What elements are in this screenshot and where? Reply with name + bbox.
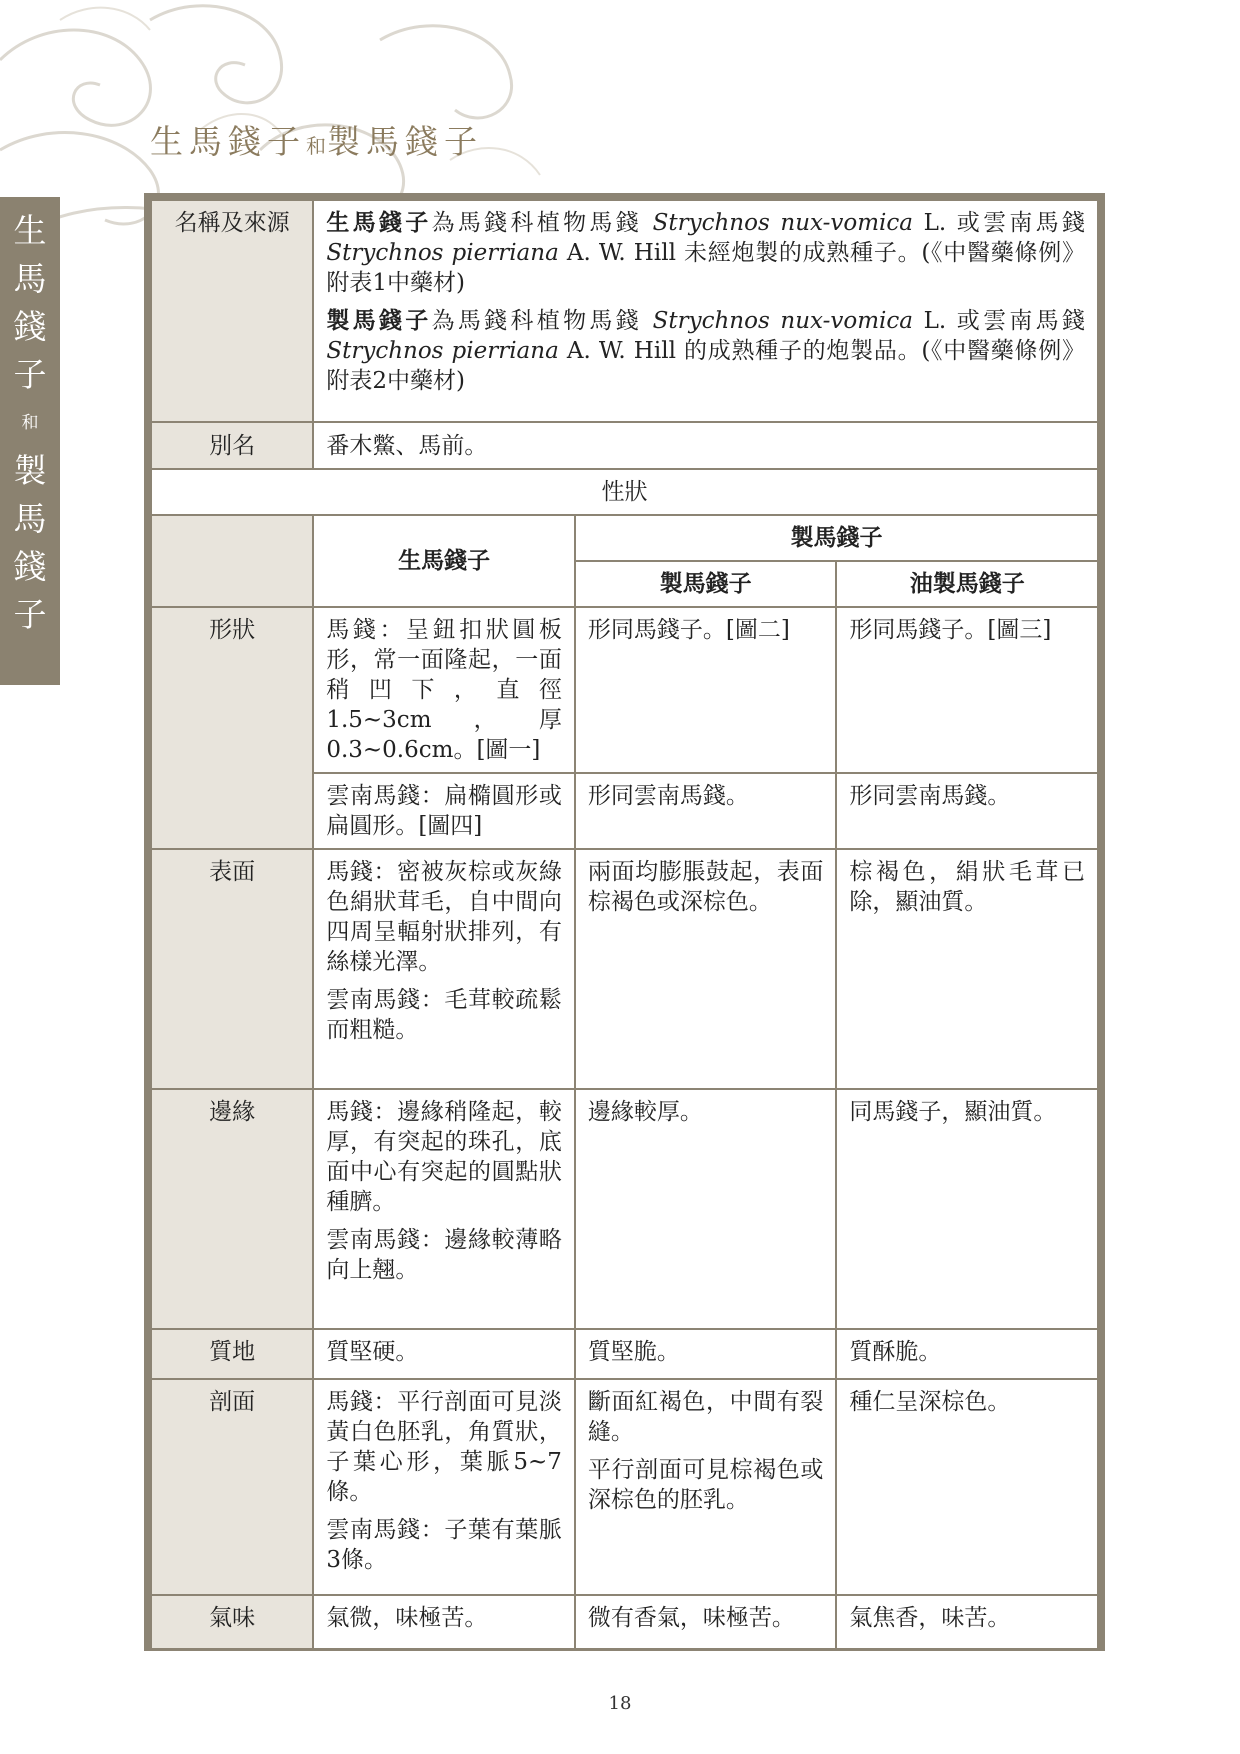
header-processed: 製馬錢子 (575, 515, 1098, 561)
edge-p2: 同馬錢子，顯油質。 (836, 1089, 1098, 1329)
edge-raw-2: 雲南馬錢：邊緣較薄略向上翹。 (326, 1227, 562, 1283)
table-row (151, 515, 1098, 561)
source-processed-name: 製馬錢子 (326, 307, 432, 334)
smell-label: 氣味 (151, 1595, 313, 1649)
texture-raw: 質堅硬。 (313, 1329, 575, 1379)
smell-raw: 氣微，味極苦。 (313, 1595, 575, 1649)
section-cut-p1-a: 斷面紅褐色，中間有裂縫。 (587, 1389, 824, 1445)
side-tab-char: 錢 (13, 307, 47, 346)
source-raw-name: 生馬錢子 (326, 209, 432, 236)
alias-value: 番木鱉、馬前。 (313, 422, 1098, 469)
section-cut-raw-1: 馬錢：平行剖面可見淡黃白色胚乳，角質狀，子葉心形，葉脈5~7條。 (326, 1389, 562, 1505)
source-content (313, 200, 1098, 422)
side-tab-char: 馬 (13, 259, 47, 298)
surface-raw (313, 849, 575, 1089)
texture-label: 質地 (151, 1329, 313, 1379)
table-row (151, 1379, 1098, 1595)
section-cut-raw-2: 雲南馬錢：子葉有葉脈3條。 (326, 1517, 562, 1573)
table-row (151, 422, 1098, 469)
texture-p2: 質酥脆。 (836, 1329, 1098, 1379)
section-cut-p2: 種仁呈深棕色。 (836, 1379, 1098, 1595)
edge-p1: 邊緣較厚。 (575, 1089, 837, 1329)
text: 為馬錢科植物馬錢 (431, 308, 653, 334)
side-tab-char: 馬 (13, 499, 47, 538)
monograph-table (150, 199, 1099, 1650)
monograph-table-frame (144, 193, 1105, 1651)
source-label: 名稱及來源 (151, 200, 313, 422)
header-sub-processed: 製馬錢子 (575, 561, 837, 607)
text: L. 或雲南馬錢 (912, 210, 1085, 236)
side-tab-char: 和 (21, 413, 39, 433)
shape-label: 形狀 (151, 607, 313, 849)
smell-p2: 氣焦香，味苦。 (836, 1595, 1098, 1649)
surface-raw-2: 雲南馬錢：毛茸較疏鬆而粗糙。 (326, 987, 562, 1043)
table-row (151, 200, 1098, 422)
text: A. W. Hill 未經炮製的成熟種子。(《中醫藥條例》附表1中藥材) (326, 240, 1085, 296)
header-sub-oil: 油製馬錢子 (836, 561, 1098, 607)
title-part1: 生馬錢子 (150, 122, 306, 161)
title-mid: 和 (306, 134, 327, 158)
source-processed (326, 306, 1085, 396)
shape-p1-b: 形同雲南馬錢。 (575, 773, 837, 849)
side-tab-char: 製 (13, 451, 47, 490)
latin-name: Strychnos nux-vomica (652, 308, 913, 334)
table-row (151, 1595, 1098, 1649)
edge-label: 邊緣 (151, 1089, 313, 1329)
latin-name: Strychnos nux-vomica (652, 210, 913, 236)
table-row (151, 849, 1098, 1089)
page-title (150, 116, 483, 163)
side-tab-char: 子 (13, 355, 47, 394)
shape-raw-a: 馬錢：呈鈕扣狀圓板形，常一面隆起，一面稍凹下，直徑1.5~3cm，厚0.3~0.6cm。[圖一] (313, 607, 575, 773)
latin-name: Strychnos pierriana (326, 338, 559, 364)
alias-label: 別名 (151, 422, 313, 469)
text: 為馬錢科植物馬錢 (431, 210, 653, 236)
section-cut-p1-b: 平行剖面可見棕褐色或深棕色的胚乳。 (587, 1457, 824, 1513)
table-row (151, 1089, 1098, 1329)
section-cut-p1 (575, 1379, 837, 1595)
title-part2: 製馬錢子 (327, 122, 483, 161)
text: A. W. Hill 的成熟種子的炮製品。(《中醫藥條例》附表2中藥材) (326, 338, 1085, 394)
header-raw: 生馬錢子 (313, 515, 575, 607)
section-heading: 性狀 (151, 469, 1098, 515)
surface-p2: 棕褐色，絹狀毛茸已除，顯油質。 (836, 849, 1098, 1089)
table-row (151, 1329, 1098, 1379)
shape-p2-a: 形同馬錢子。[圖三] (836, 607, 1098, 773)
text: L. 或雲南馬錢 (912, 308, 1085, 334)
header-blank (151, 515, 313, 607)
side-tab (0, 197, 60, 685)
surface-p1: 兩面均膨脹鼓起，表面棕褐色或深棕色。 (575, 849, 837, 1089)
side-tab-char: 子 (13, 595, 47, 634)
source-raw (326, 208, 1085, 298)
texture-p1: 質堅脆。 (575, 1329, 837, 1379)
shape-p2-b: 形同雲南馬錢。 (836, 773, 1098, 849)
page-number: 18 (608, 1693, 632, 1714)
section-cut-raw (313, 1379, 575, 1595)
latin-name: Strychnos pierriana (326, 240, 559, 266)
section-cut-label: 剖面 (151, 1379, 313, 1595)
shape-raw-b: 雲南馬錢：扁橢圓形或扁圓形。[圖四] (313, 773, 575, 849)
shape-p1-a: 形同馬錢子。[圖二] (575, 607, 837, 773)
edge-raw (313, 1089, 575, 1329)
smell-p1: 微有香氣，味極苦。 (575, 1595, 837, 1649)
edge-raw-1: 馬錢：邊緣稍隆起，較厚，有突起的珠孔，底面中心有突起的圓點狀種臍。 (326, 1099, 562, 1215)
surface-raw-1: 馬錢：密被灰棕或灰綠色絹狀茸毛，自中間向四周呈輻射狀排列，有絲樣光澤。 (326, 859, 562, 975)
side-tab-char: 生 (13, 211, 47, 250)
surface-label: 表面 (151, 849, 313, 1089)
table-row (151, 607, 1098, 773)
table-row (151, 469, 1098, 515)
side-tab-char: 錢 (13, 547, 47, 586)
